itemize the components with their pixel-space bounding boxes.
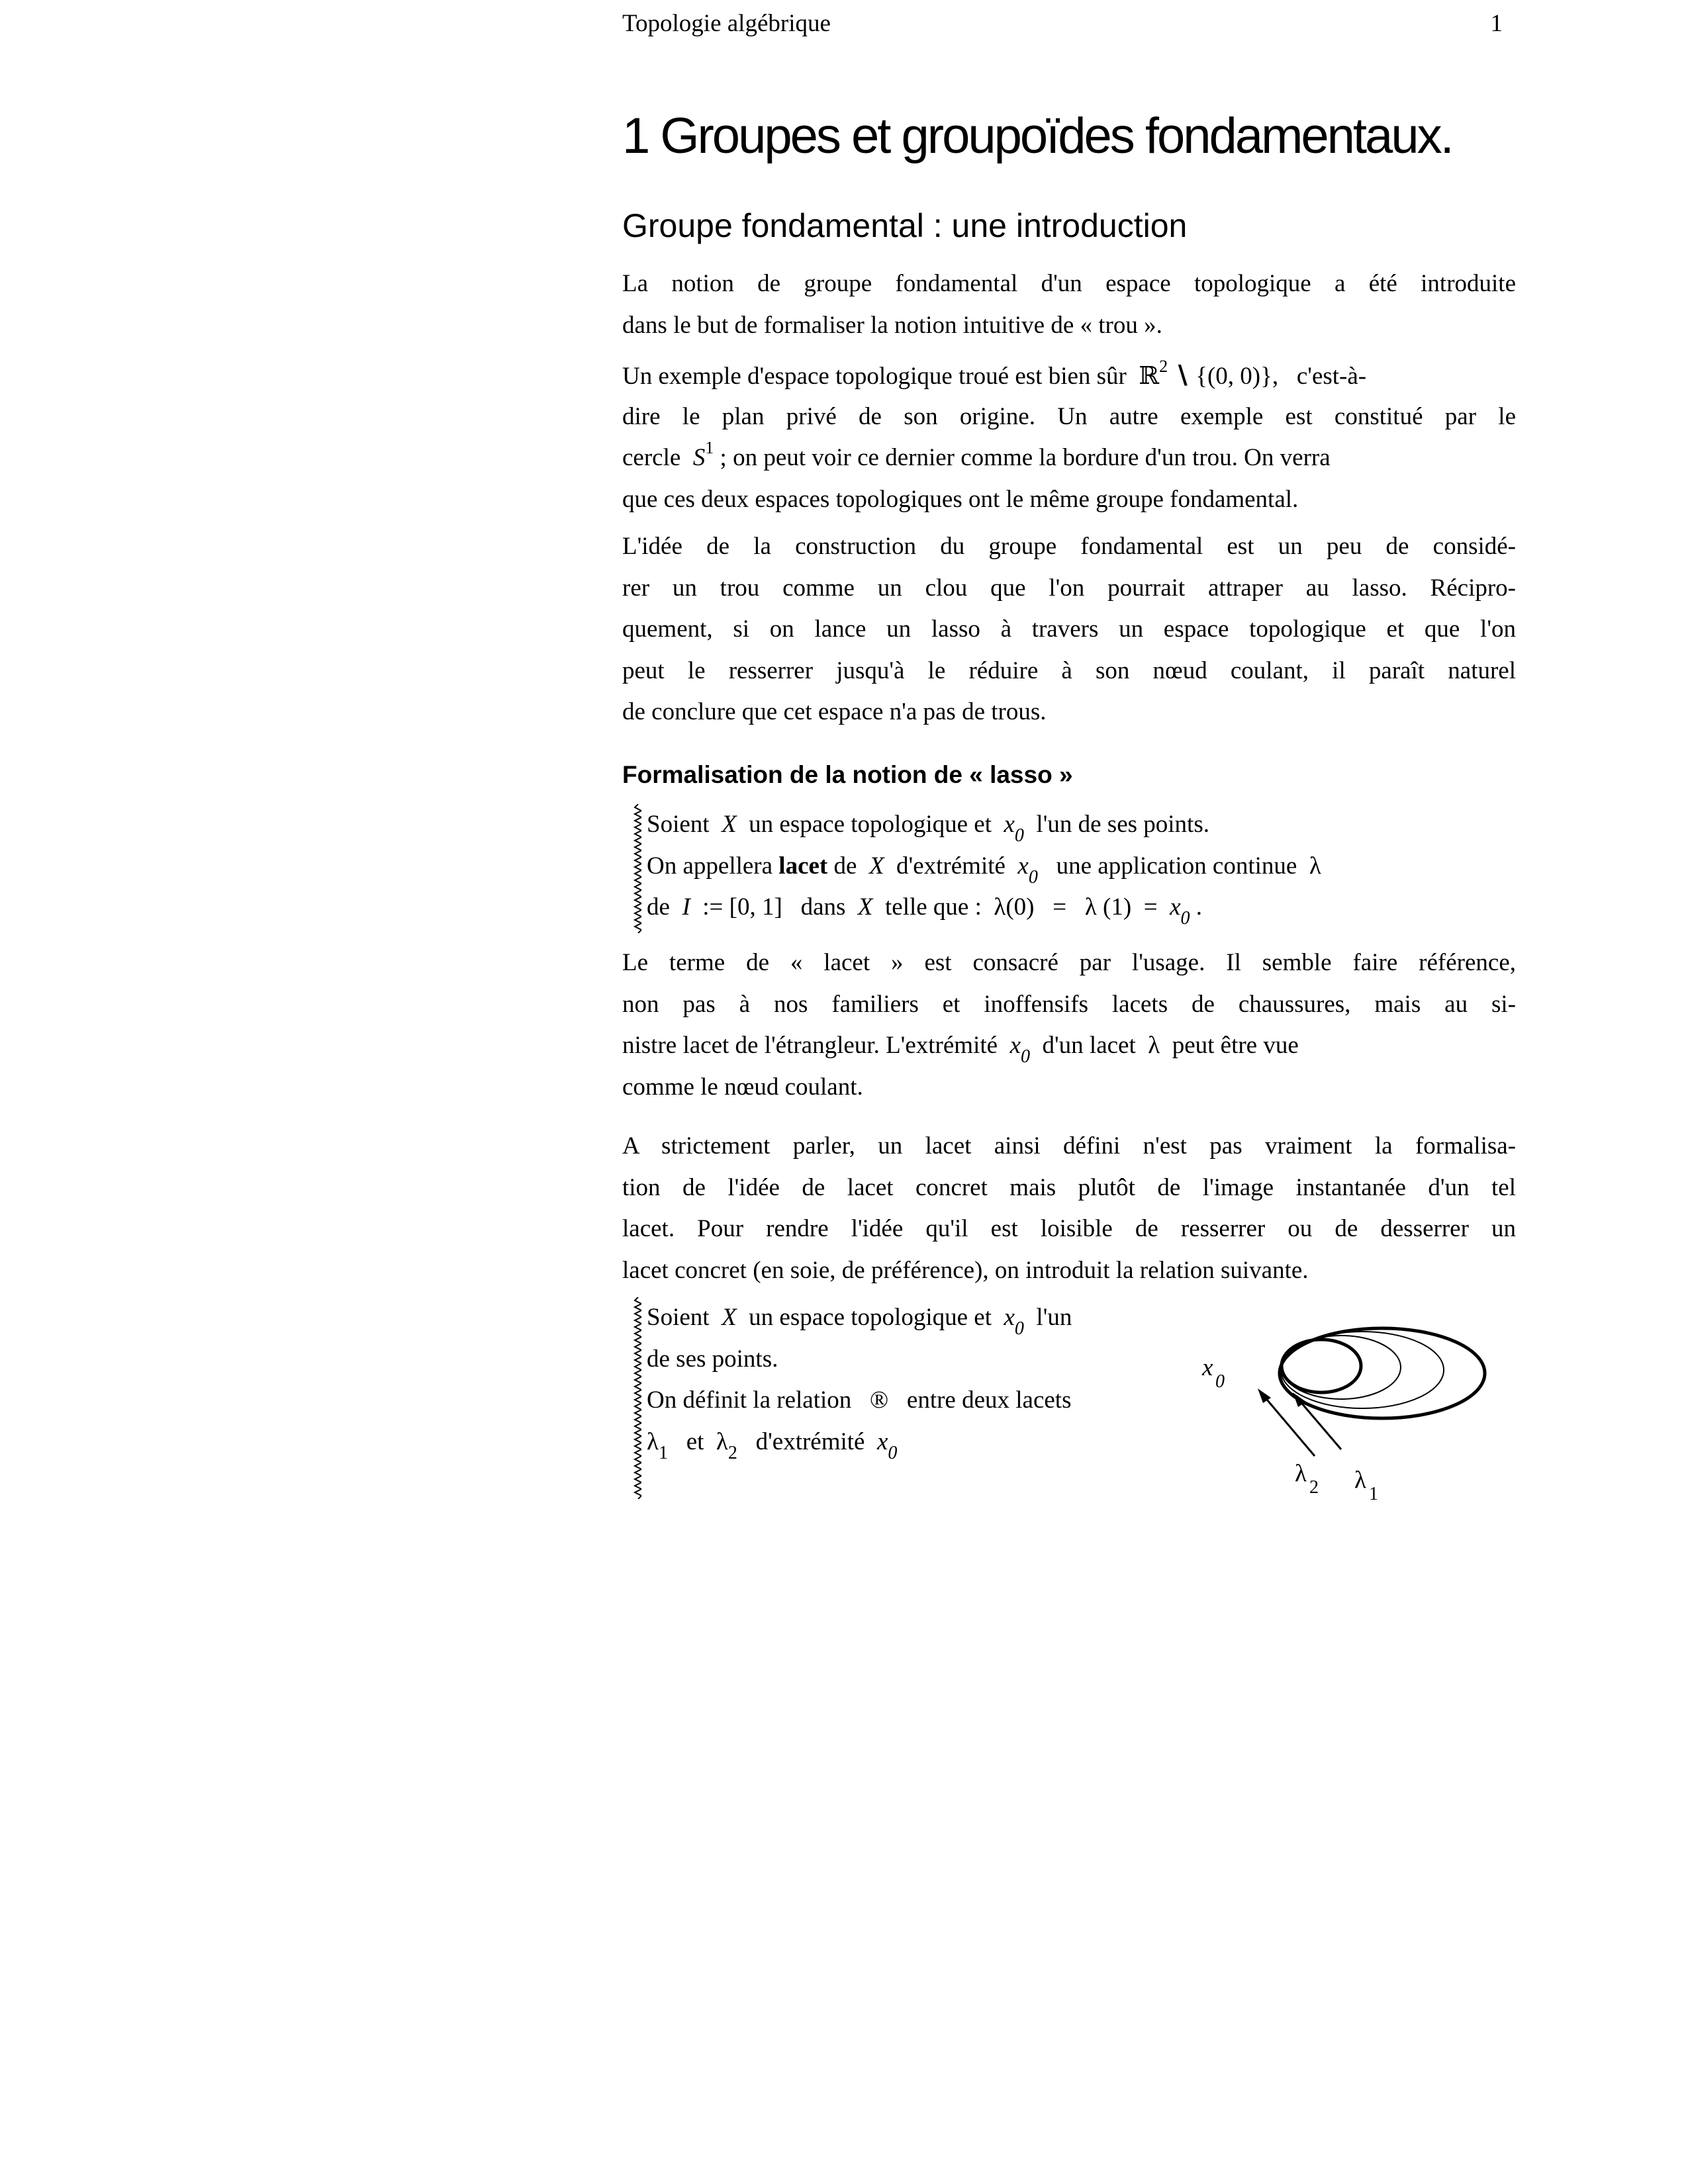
p4-line-2: non pas à nos familiers et inoffensifs lacets de chaussures, mais au si- <box>622 990 1516 1018</box>
label-lambda1-sub: 1 <box>1369 1484 1378 1504</box>
chapter-title: 1 Groupes et groupoïdes fondamentaux. <box>622 108 1452 164</box>
term-lacet: lacet <box>778 852 828 880</box>
p2-line-4: que ces deux espaces topologiques ont le même groupe fondamental. <box>622 485 1299 513</box>
def-text: entre deux lacets <box>906 1387 1072 1414</box>
p2-line-2: dire le plan privé de son origine. Un autre exemple est constitué par le <box>622 402 1516 430</box>
loops-figure <box>1197 1317 1488 1516</box>
def-text: un espace topologique et <box>749 1304 992 1331</box>
p3-line-4: peut le resserrer jusqu'à le réduire à son nœud coulant, il paraît naturel <box>622 657 1516 684</box>
space-symbol: X <box>857 893 873 921</box>
p4-text: d'un lacet <box>1042 1032 1136 1059</box>
def1-line-3 <box>647 887 1521 929</box>
paragraph-3 <box>622 526 1516 733</box>
definition-lacet <box>639 804 1521 933</box>
point-symbol: x <box>1004 811 1015 838</box>
page-number: 1 <box>1490 10 1503 37</box>
loop-point <box>1282 1340 1361 1392</box>
lambda-symbol: λ <box>716 1428 728 1455</box>
p4-line-1: Le terme de « lacet » est consacré par l'usage. Il semble faire référence, <box>622 949 1516 976</box>
label-lambda1: λ <box>1354 1467 1366 1494</box>
def-text: l'un de ses points. <box>1036 811 1209 838</box>
paragraph-1 <box>622 263 1516 346</box>
subsection-title: Formalisation de la notion de « lasso » <box>622 761 1073 788</box>
formula: λ (1) <box>1084 893 1132 921</box>
p4-text: nistre lacet de l'étrangleur. L'extrémité <box>622 1032 998 1059</box>
def-text: une application continue <box>1056 852 1297 880</box>
def-text: un espace topologique et <box>749 811 992 838</box>
subscript: 0 <box>1028 866 1038 887</box>
paragraph-4 <box>622 942 1516 1108</box>
def1-line-1 <box>647 804 1521 846</box>
paragraph-2 <box>622 355 1516 520</box>
reals-symbol: ℝ <box>1139 361 1160 390</box>
def-text: d'extrémité <box>896 852 1006 880</box>
def2-line-1 <box>647 1297 1190 1339</box>
definition-margin-rule <box>633 1297 641 1499</box>
definition-relation <box>639 1297 1190 1499</box>
subscript: 1 <box>658 1442 668 1463</box>
label-lambda2: λ <box>1295 1460 1307 1487</box>
def-text: d'extrémité <box>755 1428 865 1455</box>
relation-symbol: ® <box>870 1387 889 1414</box>
origin-set: {(0, 0)}, <box>1196 363 1279 390</box>
lambda-symbol: λ <box>1148 1032 1160 1059</box>
label-lambda2-sub: 2 <box>1309 1477 1319 1498</box>
interval-def: := [0, 1] <box>702 893 782 921</box>
running-head <box>622 9 1503 38</box>
def2-line-2: de ses points. <box>647 1345 778 1373</box>
p4-line-4: comme le nœud coulant. <box>622 1073 863 1101</box>
p5-line-4: lacet concret (en soie, de préférence), on introduit la relation suivante. <box>622 1256 1309 1284</box>
p5-line-2: tion de l'idée de lacet concret mais plutôt de l'image instantanée d'un tel <box>622 1173 1516 1201</box>
def-text: de <box>833 852 857 880</box>
p5-line-1: A strictement parler, un lacet ainsi défini n'est pas vraiment la formalisa- <box>622 1132 1516 1160</box>
interval-symbol: I <box>682 893 690 921</box>
subscript: 0 <box>1180 908 1190 929</box>
p3-line-5: de conclure que cet espace n'a pas de trous. <box>622 698 1047 725</box>
section-title: Groupe fondamental : une introduction <box>622 207 1188 244</box>
def-text: Soient <box>647 1304 710 1331</box>
p3-line-1: L'idée de la construction du groupe fondamental est un peu de considé- <box>622 533 1516 560</box>
paragraph-5 <box>622 1126 1516 1291</box>
def-text: . <box>1196 893 1203 921</box>
space-symbol: X <box>722 1304 737 1331</box>
exponent: 1 <box>705 438 714 457</box>
def-text: Soient <box>647 811 710 838</box>
space-symbol: X <box>868 852 884 880</box>
set-minus-symbol: ∖ <box>1174 361 1190 390</box>
point-symbol: x <box>1004 1304 1015 1331</box>
label-x0: x <box>1202 1354 1213 1381</box>
formula: λ(0) <box>994 893 1035 921</box>
def2-line-3 <box>647 1380 1190 1422</box>
p2-text: ; on peut voir ce dernier comme la bordure d'un trou. On verra <box>720 444 1331 471</box>
def-text: telle que : <box>885 893 982 921</box>
point-symbol: x <box>1017 852 1029 880</box>
p5-line-3: lacet. Pour rendre l'idée qu'il est loisible de resserrer ou de desserrer un <box>622 1215 1516 1242</box>
def-text: l'un <box>1036 1304 1072 1331</box>
p3-line-3: quement, si on lance un lasso à travers un espace topologique et que l'on <box>622 615 1516 643</box>
def-text: dans <box>800 893 846 921</box>
def1-line-2 <box>647 846 1521 887</box>
def-text: On définit la relation <box>647 1387 852 1414</box>
lambda-symbol: λ <box>647 1428 659 1455</box>
subscript: 0 <box>888 1442 898 1463</box>
p1-line-2: dans le but de formaliser la notion intuitive de « trou ». <box>622 311 1162 339</box>
lambda-symbol: λ <box>1309 852 1321 880</box>
p1-line-1: La notion de groupe fondamental d'un espace topologique a été introduite <box>622 270 1516 297</box>
subscript: 0 <box>1021 1046 1030 1067</box>
definition-margin-rule <box>633 804 641 933</box>
p2-text: c'est-à- <box>1296 363 1367 390</box>
p3-line-2: rer un trou comme un clou que l'on pourrait attraper au lasso. Récipro- <box>622 574 1516 602</box>
exponent: 2 <box>1159 357 1168 376</box>
space-symbol: X <box>722 811 737 838</box>
label-x0-sub: 0 <box>1215 1371 1225 1392</box>
point-symbol: x <box>876 1428 888 1455</box>
equals-sign: = <box>1143 893 1158 921</box>
def2-line-4 <box>647 1422 1190 1463</box>
def-text: On appellera <box>647 852 773 880</box>
p2-text: Un exemple d'espace topologique troué est bien sûr <box>622 363 1127 390</box>
p4-text: peut être vue <box>1172 1032 1299 1059</box>
p2-text: cercle <box>622 444 681 471</box>
subscript: 0 <box>1014 825 1024 846</box>
subscript: 2 <box>727 1442 737 1463</box>
p2-line-1 <box>622 355 1516 396</box>
subscript: 0 <box>1014 1318 1024 1339</box>
point-symbol: x <box>1009 1032 1021 1059</box>
point-symbol: x <box>1170 893 1181 921</box>
p4-line-3 <box>622 1025 1516 1067</box>
def-text: de <box>647 893 670 921</box>
def-text: et <box>686 1428 704 1455</box>
header-title: Topologie algébrique <box>622 10 831 37</box>
circle-symbol: S <box>692 444 706 471</box>
equals-sign: = <box>1053 893 1067 921</box>
p2-line-3 <box>622 437 1516 479</box>
arrow-lambda2 <box>1260 1391 1315 1456</box>
